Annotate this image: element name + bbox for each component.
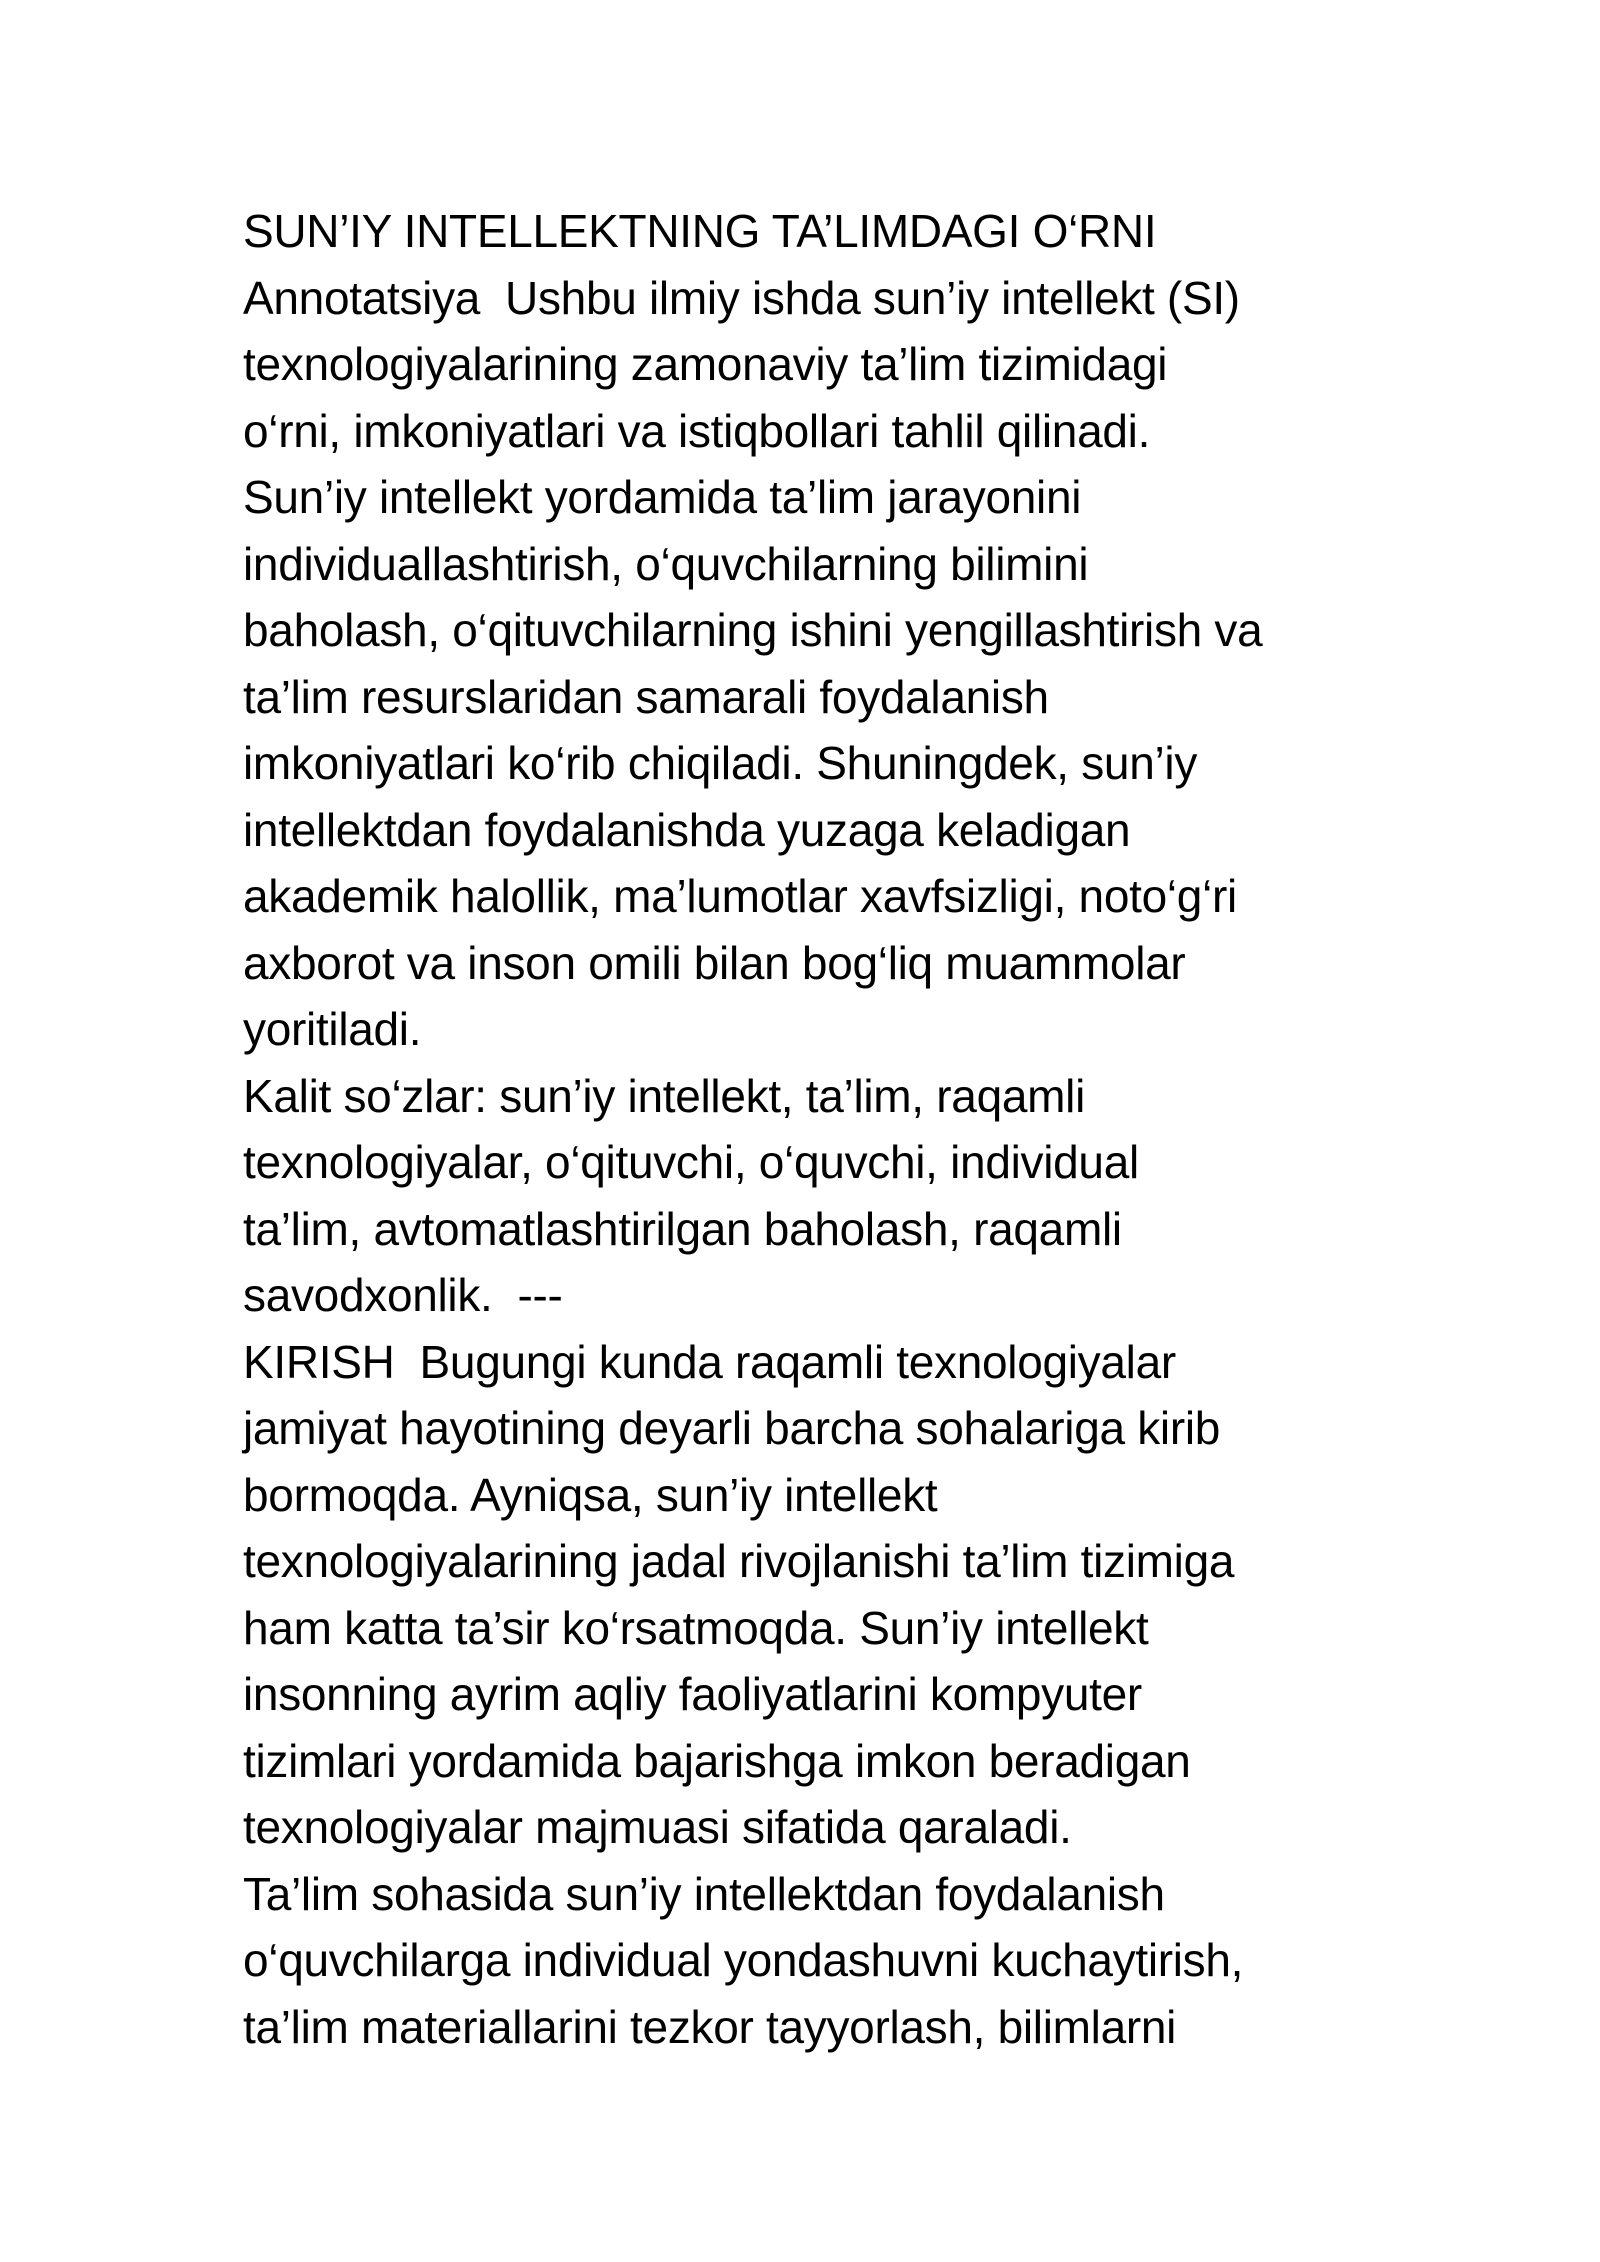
text-line: ta’lim materiallarini tezkor tayyorlash, bilimlarni xyxy=(243,2000,1177,2053)
introduction-line: tizimlari yordamida bajarishga imkon beradigan xyxy=(243,1734,1191,1787)
document-body xyxy=(243,198,1403,2060)
text-line: texnologiyalarining zamonaviy ta’lim tizimidagi xyxy=(243,338,1168,390)
introduction-line: KIRISH Bugungi kunda raqamli texnologiyalar xyxy=(243,1335,1176,1388)
keywords-line: Kalit so‘zlar: sun’iy intellekt, ta’lim, raqamli xyxy=(243,1069,1085,1122)
introduction-line: jamiyat hayotining deyarli barcha sohalariga kirib xyxy=(243,1402,1221,1454)
introduction-line: texnologiyalar majmuasi sifatida qaraladi. xyxy=(243,1801,1072,1853)
keywords-line: savodxonlik. --- xyxy=(243,1269,563,1321)
text-line: axborot va inson omili bilan bog‘liq muammolar xyxy=(243,936,1186,989)
text-line: yoritiladi. xyxy=(243,1003,422,1055)
introduction-line: ham katta ta’sir ko‘rsatmoqda. Sun’iy intellekt xyxy=(243,1601,1149,1654)
text-line: o‘rni, imkoniyatlari va istiqbollari tahlil qilinadi. xyxy=(243,404,1151,457)
introduction-line: bormoqda. Ayniqsa, sun’iy intellekt xyxy=(243,1468,938,1521)
text-line: o‘quvchilarga individual yondashuvni kuchaytirish, xyxy=(243,1934,1244,1986)
text-line: individuallashtirish, o‘quvchilarning bilimini xyxy=(243,537,1089,590)
document-title: SUN’IY INTELLEKTNING TA’LIMDAGI O‘RNI xyxy=(243,205,1157,257)
text-line: intellektdan foydalanishda yuzaga keladigan xyxy=(243,803,1131,856)
text-line: Ta’lim sohasida sun’iy intellektdan foydalanish xyxy=(243,1867,1165,1920)
text-line: ta’lim resurslaridan samarali foydalanish xyxy=(243,670,1049,723)
keywords-line: ta’lim, avtomatlashtirilgan baholash, raqamli xyxy=(243,1202,1122,1255)
keywords-line: texnologiyalar, o‘qituvchi, o‘quvchi, individual xyxy=(243,1136,1139,1188)
text-line: Sun’iy intellekt yordamida ta’lim jarayonini xyxy=(243,471,1082,523)
introduction-line: insonning ayrim aqliy faoliyatlarini kompyuter xyxy=(243,1668,1142,1720)
text-line: baholash, o‘qituvchilarning ishini yengillashtirish va xyxy=(243,604,1263,656)
text-line: akademik halollik, ma’lumotlar xavfsizligi, noto‘g‘ri xyxy=(243,870,1237,922)
introduction-line: texnologiyalarining jadal rivojlanishi ta’lim tizimiga xyxy=(243,1535,1235,1587)
text-line: Annotatsiya Ushbu ilmiy ishda sun’iy intellekt (SI) xyxy=(243,271,1240,324)
text-line: imkoniyatlari ko‘rib chiqiladi. Shuningdek, sun’iy xyxy=(243,737,1198,789)
